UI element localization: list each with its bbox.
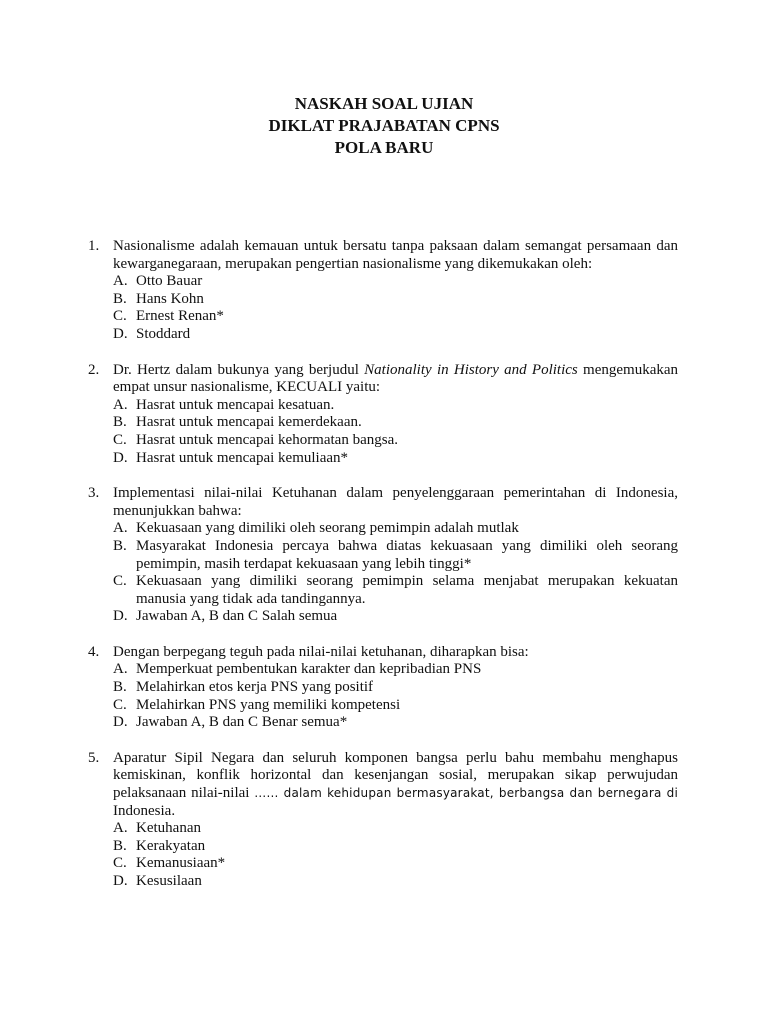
question-number: 2. — [88, 361, 100, 378]
option-a — [113, 397, 678, 415]
option-letter: D. — [113, 714, 128, 731]
question-number: 5. — [88, 749, 100, 766]
option-b — [113, 414, 678, 432]
question-3 — [88, 485, 678, 626]
question-text-part: Aparatur Sipil Negara dan seluruh komponen bangsa perlu bahu membahu menghapus kemiskinan, konflik horizontal dan kesenjangan sosial, merupakan sikap perwujudan pelaksanaan nilai-nilai — [113, 749, 678, 802]
option-text: Kekuasaan yang dimiliki oleh seorang pemimpin adalah mutlak — [136, 520, 519, 537]
title-line-2: DIKLAT PRAJABATAN CPNS — [268, 116, 500, 135]
option-text: Masyarakat Indonesia percaya bahwa diatas kekuasaan yang dimiliki oleh seorang pemimpin, masih terdapat kekuasaan yang lebih tinggi* — [136, 537, 678, 572]
option-b — [113, 538, 678, 573]
document-title — [0, 93, 768, 159]
option-letter: A. — [113, 520, 128, 537]
option-letter: A. — [113, 661, 128, 678]
option-letter: C. — [113, 696, 127, 713]
option-c — [113, 697, 678, 715]
option-text: Kerakyatan — [136, 837, 206, 854]
question-text-part: …... dalam kehidupan bermasyarakat, berbangsa dan bernegara di — [254, 786, 678, 801]
option-letter: D. — [113, 608, 128, 625]
option-letter: B. — [113, 837, 127, 854]
question-number: 3. — [88, 485, 100, 502]
option-text: Stoddard — [136, 325, 191, 342]
question-text — [113, 644, 678, 662]
question-4 — [88, 644, 678, 732]
option-letter: D. — [113, 873, 128, 889]
option-d — [113, 714, 678, 732]
option-a — [113, 520, 678, 538]
option-c — [113, 855, 678, 873]
option-b — [113, 838, 678, 856]
option-letter: C. — [113, 431, 127, 448]
option-c — [113, 432, 678, 450]
option-list — [113, 273, 678, 343]
question-text-part: Implementasi nilai-nilai Ketuhanan dalam penyelenggaraan pemerintahan di Indonesia, menunjukkan bahwa: — [113, 485, 678, 519]
question-text-part: Indonesia. — [113, 802, 176, 819]
title-line-3: POLA BARU — [334, 138, 434, 157]
option-b — [113, 291, 678, 309]
option-text: Ernest Renan* — [136, 308, 224, 325]
option-text: Melahirkan etos kerja PNS yang positif — [136, 679, 374, 696]
option-letter: D. — [113, 449, 128, 466]
option-letter: C. — [113, 308, 127, 325]
option-text: Hasrat untuk mencapai kemerdekaan. — [136, 414, 362, 431]
option-text: Melahirkan PNS yang memiliki kompetensi — [136, 696, 401, 713]
option-letter: D. — [113, 325, 128, 342]
option-text: Kekuasaan yang dimiliki seorang pemimpin selama menjabat merupakan kekuatan manusia yang tidak ada tandingannya. — [136, 573, 678, 607]
title-line-1: NASKAH SOAL UJIAN — [294, 94, 474, 113]
option-a — [113, 273, 678, 291]
option-letter: A. — [113, 273, 128, 290]
option-list — [113, 397, 678, 467]
option-text: Hasrat untuk mencapai kemuliaan* — [136, 449, 349, 466]
option-letter: B. — [113, 537, 127, 554]
question-2 — [88, 362, 678, 468]
option-letter: B. — [113, 290, 127, 307]
option-letter: A. — [113, 396, 128, 413]
option-d — [113, 873, 678, 891]
question-text — [113, 362, 678, 397]
question-text-part: mengemukakan empat unsur nasionalisme, KECUALI yaitu: — [113, 361, 679, 396]
question-text — [113, 750, 678, 820]
option-d — [113, 450, 678, 468]
book-title: Nationality in History and Politics — [364, 361, 578, 378]
question-5 — [88, 750, 678, 891]
option-letter: C. — [113, 855, 127, 872]
option-d — [113, 608, 678, 626]
question-text — [113, 238, 678, 273]
option-text: Kesusilaan — [136, 873, 202, 889]
question-list — [88, 238, 678, 909]
option-d — [113, 326, 678, 344]
option-a — [113, 661, 678, 679]
option-list — [113, 661, 678, 731]
question-text-part: Dr. Hertz dalam bukunya yang berjudul — [113, 361, 365, 378]
question-text-part: Nasionalisme adalah kemauan untuk bersatu tanpa paksaan dalam semangat persamaan dan kewarganegaraan, merupakan pengertian nasionalisme yang dikemukakan oleh: — [113, 238, 678, 272]
option-b — [113, 679, 678, 697]
option-text: Hasrat untuk mencapai kesatuan. — [136, 396, 335, 413]
option-list — [113, 520, 678, 626]
option-letter: B. — [113, 414, 127, 431]
option-text: Memperkuat pembentukan karakter dan kepribadian PNS — [136, 661, 482, 678]
option-text: Kemanusiaan* — [136, 855, 226, 872]
question-text-part: Dengan berpegang teguh pada nilai-nilai ketuhanan, diharapkan bisa: — [113, 643, 529, 660]
option-text: Hasrat untuk mencapai kehormatan bangsa. — [136, 431, 398, 448]
question-text — [113, 485, 678, 520]
option-a — [113, 820, 678, 838]
option-text: Ketuhanan — [136, 820, 201, 837]
question-number: 4. — [88, 643, 100, 660]
option-text: Hans Kohn — [136, 290, 204, 307]
question-1 — [88, 238, 678, 344]
option-c — [113, 308, 678, 326]
question-number: 1. — [88, 238, 100, 254]
option-letter: B. — [113, 679, 127, 696]
option-letter: A. — [113, 820, 128, 837]
option-text: Jawaban A, B dan C Benar semua* — [136, 714, 348, 731]
option-list — [113, 820, 678, 890]
option-c — [113, 573, 678, 608]
option-text: Jawaban A, B dan C Salah semua — [136, 608, 338, 625]
option-text: Otto Bauar — [136, 273, 203, 290]
option-letter: C. — [113, 573, 127, 590]
